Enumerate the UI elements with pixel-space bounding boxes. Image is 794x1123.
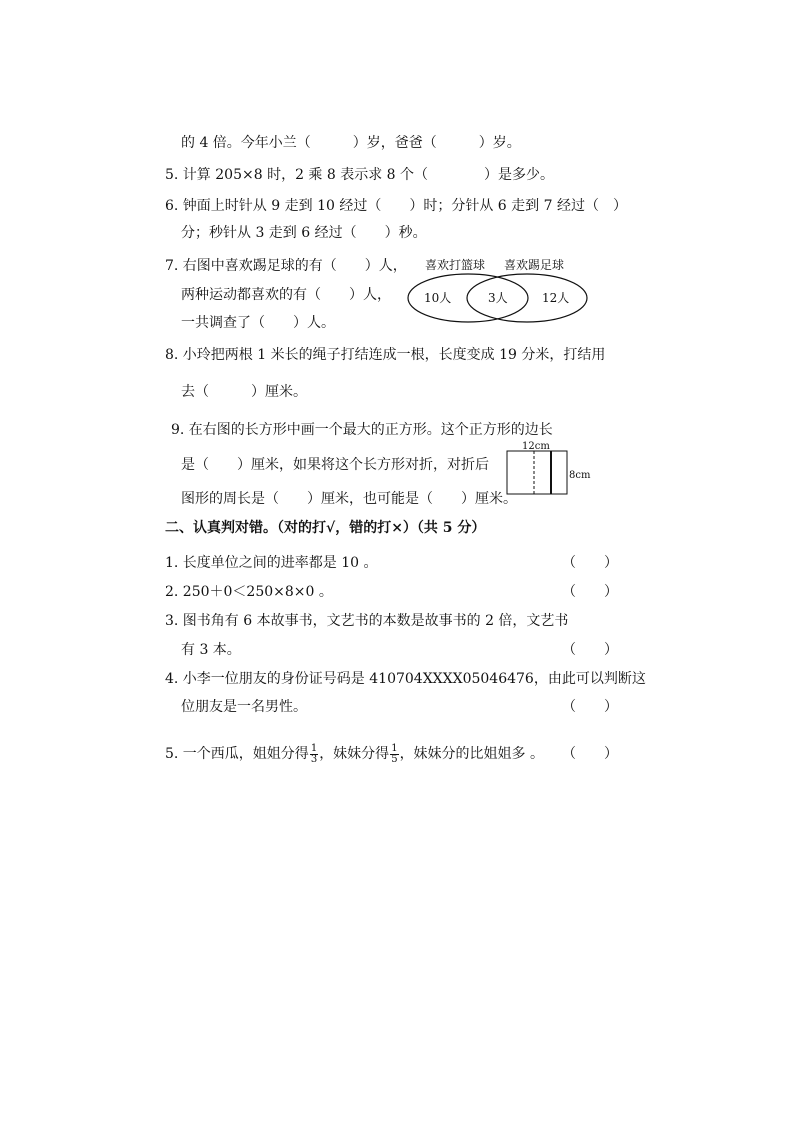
q4-continuation: 的 4 倍。今年小兰（ ）岁，爸爸（ ）岁。 xyxy=(181,135,521,151)
section-2-heading: 二、认真判对错。（对的打√，错的打×）（共 5 分） xyxy=(165,520,486,536)
question-8-line2: 去（ ）厘米。 xyxy=(181,384,307,400)
venn-left-only: 10人 xyxy=(424,291,452,305)
fraction-one-fifth xyxy=(390,744,398,765)
judge-4-line1: 4. 小李一位朋友的身份证号码是 410704XXXX05046476，由此可以判断这 xyxy=(165,671,646,687)
venn-diagram xyxy=(400,255,600,335)
question-7-line2: 两种运动都喜欢的有（ ）人， xyxy=(181,287,391,303)
judge-1: 1. 长度单位之间的进率都是 10 。 xyxy=(165,555,378,571)
judge-5-part3: ，妹妹分的比姐姐多 。 xyxy=(399,746,545,762)
rect-height-label: 8cm xyxy=(569,470,591,481)
question-5: 5. 计算 205×8 时，2 乘 8 表示求 8 个（ ）是多少。 xyxy=(165,167,555,183)
question-7-line3: 一共调查了（ ）人。 xyxy=(181,315,335,331)
rect-width-label: 12cm xyxy=(522,441,550,452)
fraction-one-third-numerator: 1 xyxy=(310,742,318,754)
judge-5-bracket[interactable]: （ ） xyxy=(562,746,618,762)
question-8-line1: 8. 小玲把两根 1 米长的绳子打结连成一根，长度变成 19 分米，打结用 xyxy=(165,347,606,363)
fraction-one-third xyxy=(310,744,318,765)
judge-5-part2: ，妹妹分得 xyxy=(319,746,390,762)
rectangle-diagram xyxy=(502,438,602,500)
judge-3-line1: 3. 图书角有 6 本故事书，文艺书的本数是故事书的 2 倍，文艺书 xyxy=(165,613,569,629)
venn-both: 3人 xyxy=(488,291,508,305)
judge-3-bracket[interactable]: （ ） xyxy=(562,642,618,658)
question-9-line3: 图形的周长是（ ）厘米，也可能是（ ）厘米。 xyxy=(181,491,517,507)
question-9-line2: 是（ ）厘米，如果将这个长方形对折，对折后 xyxy=(181,457,489,473)
judge-5 xyxy=(165,743,544,765)
judge-1-bracket[interactable]: （ ） xyxy=(562,555,618,571)
question-7-line1: 7. 右图中喜欢踢足球的有（ ）人， xyxy=(165,258,407,274)
judge-3-line2: 有 3 本。 xyxy=(181,642,241,658)
fraction-one-fifth-denominator: 5 xyxy=(391,753,398,765)
rectangle xyxy=(507,451,567,494)
judge-4-line2: 位朋友是一名男性。 xyxy=(181,699,307,715)
question-6-line2: 分；秒针从 3 走到 6 经过（ ）秒。 xyxy=(181,225,427,241)
question-9-line1: 9. 在右图的长方形中画一个最大的正方形。这个正方形的边长 xyxy=(171,422,553,438)
judge-4-bracket[interactable]: （ ） xyxy=(562,699,618,715)
venn-right-only: 12人 xyxy=(542,291,570,305)
judge-2-bracket[interactable]: （ ） xyxy=(562,584,618,600)
judge-2: 2. 250＋0＜250×8×0 。 xyxy=(165,584,333,600)
fraction-one-third-denominator: 3 xyxy=(310,753,318,765)
fraction-one-fifth-numerator: 1 xyxy=(391,742,398,754)
venn-label-left: 喜欢打篮球 xyxy=(425,258,486,272)
venn-label-right: 喜欢踢足球 xyxy=(504,258,565,272)
judge-5-part1: 5. 一个西瓜，姐姐分得 xyxy=(165,746,309,762)
question-6-line1: 6. 钟面上时针从 9 走到 10 经过（ ）时；分针从 6 走到 7 经过（ ） xyxy=(165,198,627,214)
